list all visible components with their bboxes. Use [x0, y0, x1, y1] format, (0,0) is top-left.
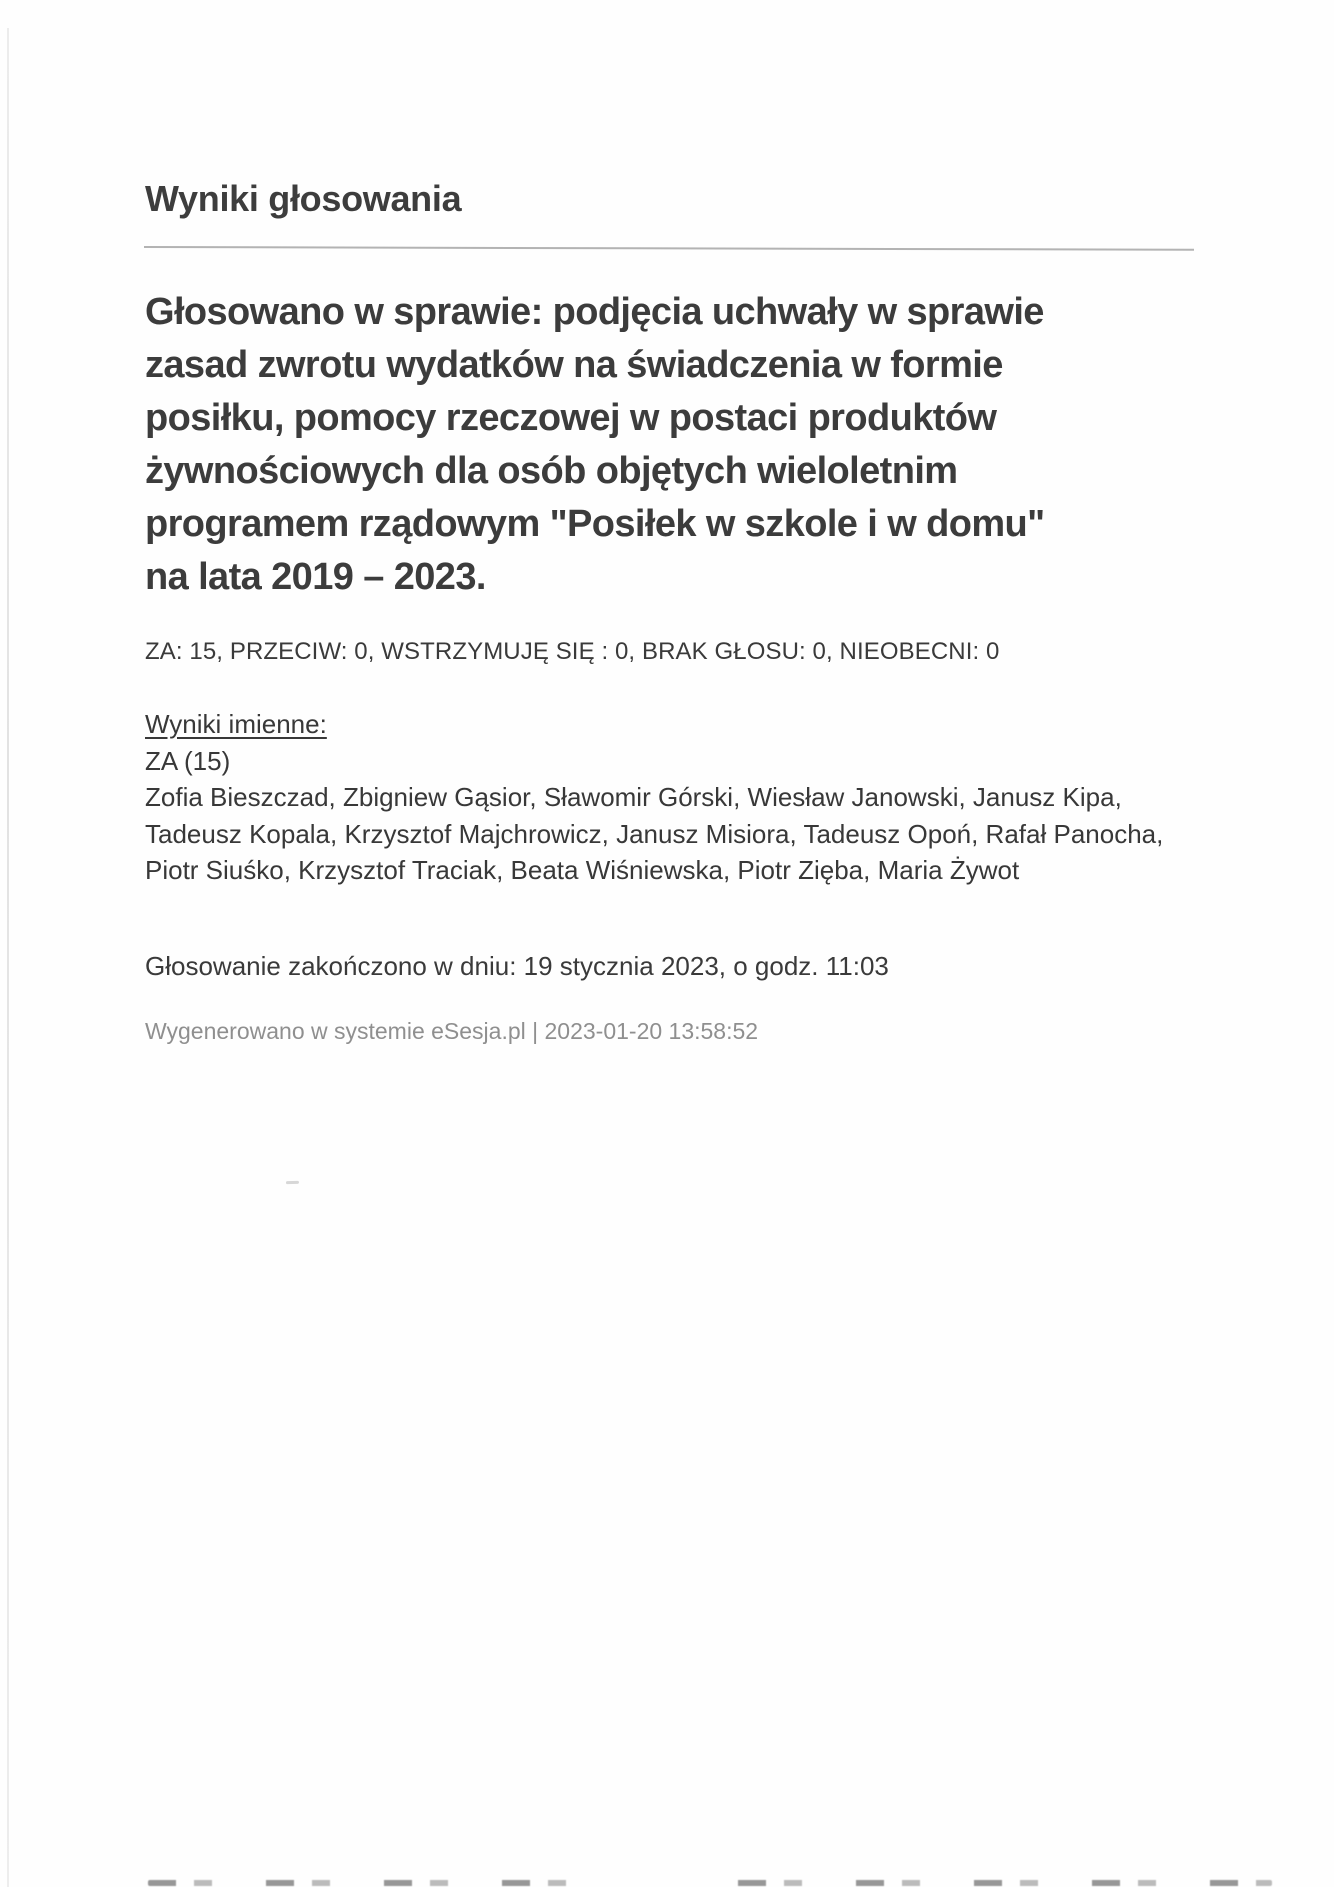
named-results-heading: Wyniki imienne: — [145, 709, 327, 739]
vote-subject-line: programem rządowym "Posiłek w szkole i w domu" — [145, 503, 1045, 545]
vote-subject-line: posiłku, pomocy rzeczowej w postaci produktów — [145, 397, 997, 439]
vote-subject-line: żywnościowych dla osób objętych wieloletnim — [145, 450, 958, 492]
vote-closed-info: Głosowanie zakończono w dniu: 19 stycznia 2023, o godz. 11:03 — [145, 951, 889, 981]
title-divider — [144, 246, 1194, 251]
scan-smudge-artifact — [286, 1181, 299, 1184]
scan-bottom-artifact-gap — [610, 1877, 730, 1887]
named-results-section — [145, 706, 1235, 889]
vote-subject-line: Głosowano w sprawie: podjęcia uchwały w sprawie — [145, 291, 1044, 333]
vote-summary: ZA: 15, PRZECIW: 0, WSTRZYMUJĘ SIĘ : 0, BRAK GŁOSU: 0, NIEOBECNI: 0 — [145, 638, 1000, 665]
voter-names-line: Tadeusz Kopala, Krzysztof Majchrowicz, Janusz Misiora, Tadeusz Opoń, Rafał Panocha, — [145, 818, 1164, 849]
generator-footer: Wygenerowano w systemie eSesja.pl | 2023-01-20 13:58:52 — [145, 1018, 759, 1044]
page-title: Wyniki głosowania — [145, 178, 462, 219]
vote-subject — [145, 286, 1225, 604]
vote-group-label: ZA (15) — [145, 745, 231, 776]
voter-names-line: Zofia Bieszczad, Zbigniew Gąsior, Sławomir Górski, Wiesław Janowski, Janusz Kipa, — [145, 782, 1122, 812]
voter-names-line: Piotr Siuśko, Krzysztof Traciak, Beata Wiśniewska, Piotr Zięba, Maria Żywot — [145, 855, 1020, 885]
vote-subject-line: na lata 2019 – 2023. — [145, 556, 486, 598]
vote-subject-line: zasad zwrotu wydatków na świadczenia w formie — [145, 344, 1003, 386]
